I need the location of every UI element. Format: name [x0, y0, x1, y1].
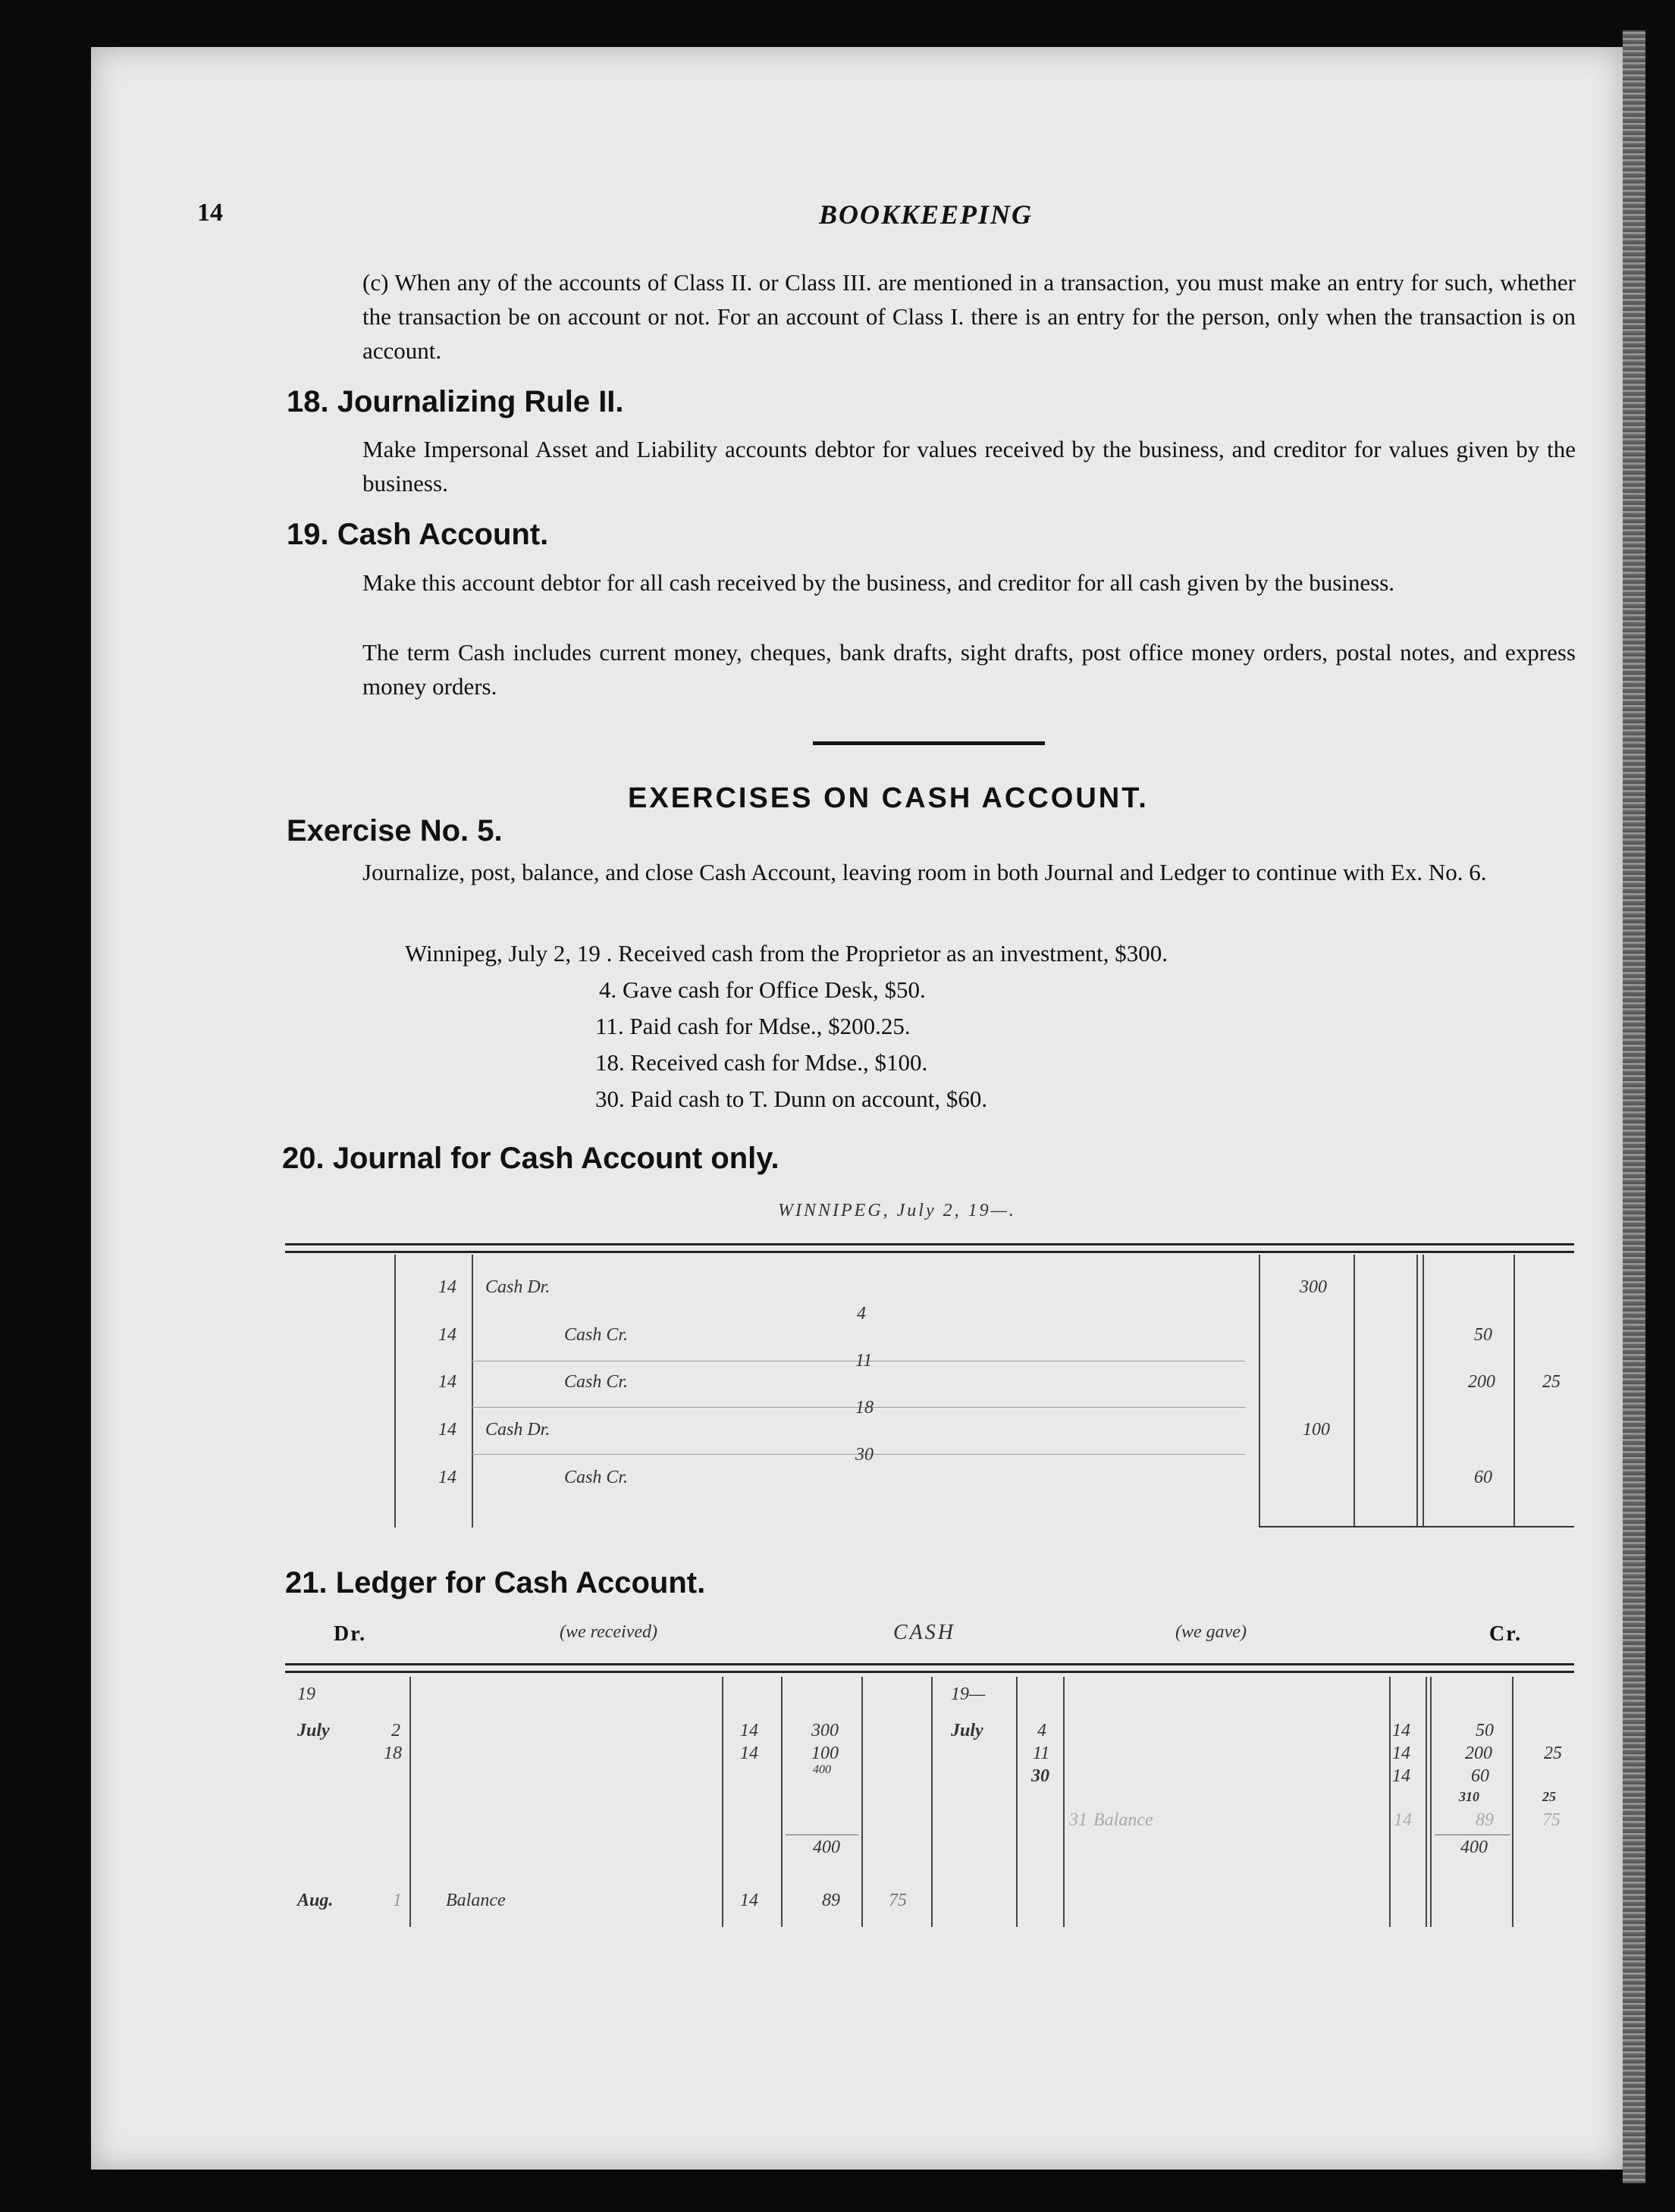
- ledger-cr-divider: [1430, 1677, 1432, 1927]
- ledger-aug-amount: 89: [822, 1891, 840, 1910]
- journal-dr-amount: 100: [1303, 1420, 1330, 1440]
- ledger-cr-cents-divider: [1512, 1677, 1513, 1927]
- journal-dr-amount: 300: [1300, 1277, 1327, 1297]
- transaction-line: 11. Paid cash for Mdse., $200.25.: [595, 1013, 911, 1039]
- journal-date: 4: [857, 1304, 866, 1324]
- transaction-line: 4. Gave cash for Office Desk, $50.: [599, 976, 926, 1003]
- ledger-right-day: 30: [1031, 1766, 1049, 1786]
- ledger-particulars-divider: [1063, 1677, 1065, 1927]
- ledger-dr-cents-divider: [861, 1677, 863, 1927]
- ledger-right-subtotal: 310: [1459, 1789, 1479, 1804]
- journal-cr-divider: [1416, 1255, 1418, 1527]
- ledger-balance-day: 31: [1069, 1810, 1087, 1830]
- ledger-aug-month: Aug.: [297, 1891, 334, 1910]
- ledger-cr-divider: [1426, 1677, 1427, 1927]
- journal-folio: 14: [438, 1277, 456, 1297]
- section-19-text-1: Make this account debtor for all cash received by the business, and creditor for all cash given by the business.: [362, 569, 1395, 596]
- ledger-gave-label: (we gave): [1175, 1622, 1247, 1642]
- journal-dr-cents-divider: [1353, 1255, 1355, 1527]
- journal-top-rule: [285, 1251, 1574, 1253]
- journal-folio: 14: [438, 1372, 456, 1392]
- journal-folio: 14: [438, 1468, 456, 1487]
- journal-dr-divider: [1259, 1255, 1260, 1527]
- ledger-day-divider: [409, 1677, 411, 1927]
- ledger-right-day: 11: [1033, 1744, 1050, 1763]
- ledger-right-folio: 14: [1392, 1766, 1410, 1786]
- transaction-line: 30. Paid cash to T. Dunn on account, $60.: [595, 1086, 988, 1112]
- journal-cr-cents: 25: [1542, 1372, 1561, 1392]
- ledger-right-day: 4: [1037, 1721, 1046, 1740]
- ledger-left-day: 2: [391, 1721, 400, 1740]
- section-18-heading: 18. Journalizing Rule II.: [287, 385, 624, 418]
- ledger-left-folio: 14: [740, 1721, 758, 1740]
- section-20-heading: 20. Journal for Cash Account only.: [282, 1142, 779, 1175]
- section-21-heading: 21. Ledger for Cash Account.: [285, 1566, 706, 1599]
- ledger-right-total: 400: [1460, 1838, 1488, 1857]
- journal-folio: 14: [438, 1420, 456, 1440]
- journal-entry-text: Cash Dr.: [485, 1277, 550, 1297]
- ledger-dr-divider: [781, 1677, 783, 1927]
- ledger-aug-day: 1: [393, 1891, 402, 1910]
- journal-cr-amount: 60: [1474, 1468, 1492, 1487]
- journal-date: 30: [855, 1445, 874, 1465]
- ledger-left-day: 18: [384, 1744, 402, 1763]
- ledger-right-amount: 50: [1476, 1721, 1494, 1740]
- ledger-right-folio: 14: [1392, 1721, 1410, 1740]
- journal-folio-divider: [394, 1255, 396, 1527]
- ledger-received-label: (we received): [560, 1622, 658, 1642]
- ledger-left-folio: 14: [740, 1744, 758, 1763]
- ledger-right-cents: 25: [1544, 1744, 1562, 1763]
- page-edge: [1623, 30, 1645, 2183]
- journal-place-date: WINNIPEG, July 2, 19—.: [778, 1201, 1016, 1220]
- exercise-5-text: Journalize, post, balance, and close Cash Account, leaving room in both Journal and Ledger to continue with Ex. No. 6.: [362, 859, 1487, 885]
- ledger-left-total: 400: [813, 1838, 840, 1857]
- ledger-aug-cents: 75: [889, 1891, 907, 1910]
- ledger-left-year: 19: [297, 1684, 315, 1704]
- ledger-balance-folio: 14: [1394, 1810, 1412, 1830]
- ledger-right-month: July: [951, 1721, 983, 1740]
- ledger-folio-divider: [1389, 1677, 1391, 1927]
- journal-entry-text: Cash Cr.: [564, 1468, 629, 1487]
- journal-entry-divider: [472, 1255, 473, 1527]
- ledger-balance-amount: 89: [1476, 1810, 1494, 1830]
- ledger-dr-label: Dr.: [334, 1622, 367, 1646]
- ledger-right-total-rule: [1435, 1834, 1510, 1835]
- ledger-center-divider: [931, 1677, 933, 1927]
- section-19-heading: 19. Cash Account.: [287, 518, 549, 551]
- ledger-day-divider: [1016, 1677, 1018, 1927]
- ledger-left-total-rule: [786, 1834, 858, 1835]
- ledger-balance-cents: 75: [1542, 1810, 1561, 1830]
- journal-bottom-rule: [1259, 1526, 1574, 1527]
- journal-entry-text: Cash Dr.: [485, 1420, 550, 1440]
- ledger-right-year: 19—: [951, 1684, 986, 1704]
- journal-entry-text: Cash Cr.: [564, 1372, 629, 1392]
- transaction-line: Winnipeg, July 2, 19 . Received cash from the Proprietor as an investment, $300.: [405, 940, 1168, 967]
- ledger-left-subtotal: 400: [813, 1763, 831, 1776]
- exercise-5-title: Exercise No. 5.: [287, 814, 503, 848]
- journal-date: 11: [855, 1351, 873, 1371]
- journal-entry-text: Cash Cr.: [564, 1325, 629, 1345]
- journal-cr-amount: 50: [1474, 1325, 1492, 1345]
- ledger-top-rule: [285, 1663, 1574, 1665]
- exercises-heading: EXERCISES ON CASH ACCOUNT.: [628, 782, 1149, 814]
- ledger-top-rule: [285, 1671, 1574, 1673]
- ledger-account-title: CASH: [893, 1621, 955, 1644]
- journal-cr-cents-divider: [1513, 1255, 1515, 1527]
- ledger-balance-label: Balance: [1093, 1810, 1153, 1830]
- journal-folio: 14: [438, 1325, 456, 1345]
- journal-top-rule: [285, 1243, 1574, 1245]
- section-divider: [813, 741, 1045, 745]
- journal-date: 18: [855, 1398, 874, 1418]
- ledger-left-month: July: [297, 1721, 330, 1740]
- journal-cr-amount: 200: [1468, 1372, 1495, 1392]
- ledger-folio-divider: [722, 1677, 723, 1927]
- ledger-right-amount: 60: [1471, 1766, 1489, 1786]
- section-18-text: Make Impersonal Asset and Liability accounts debtor for values received by the business, and creditor for values given by the business.: [362, 436, 1576, 497]
- ledger-left-amount: 100: [811, 1744, 839, 1763]
- ledger-aug-label: Balance: [446, 1891, 506, 1910]
- ledger-left-amount: 300: [811, 1721, 839, 1740]
- running-head: BOOKKEEPING: [819, 199, 1034, 230]
- rule-c-paragraph: (c) When any of the accounts of Class II. or Class III. are mentioned in a transaction, you must make an entry for such, whether the transaction be on account or not. For an account of Class I. there is an entry for the person, only when the transaction is on account.: [362, 269, 1576, 364]
- page-number: 14: [197, 199, 223, 227]
- ledger-cr-label: Cr.: [1489, 1622, 1523, 1646]
- ledger-right-subtotal-cents: 25: [1542, 1789, 1556, 1804]
- transaction-line: 18. Received cash for Mdse., $100.: [595, 1049, 928, 1076]
- ledger-aug-folio: 14: [740, 1891, 758, 1910]
- ledger-right-amount: 200: [1465, 1744, 1492, 1763]
- section-19-text-2: The term Cash includes current money, cheques, bank drafts, sight drafts, post office money orders, postal notes, and express money orders.: [362, 639, 1576, 700]
- ledger-right-folio: 14: [1392, 1744, 1410, 1763]
- journal-cr-divider: [1422, 1255, 1424, 1527]
